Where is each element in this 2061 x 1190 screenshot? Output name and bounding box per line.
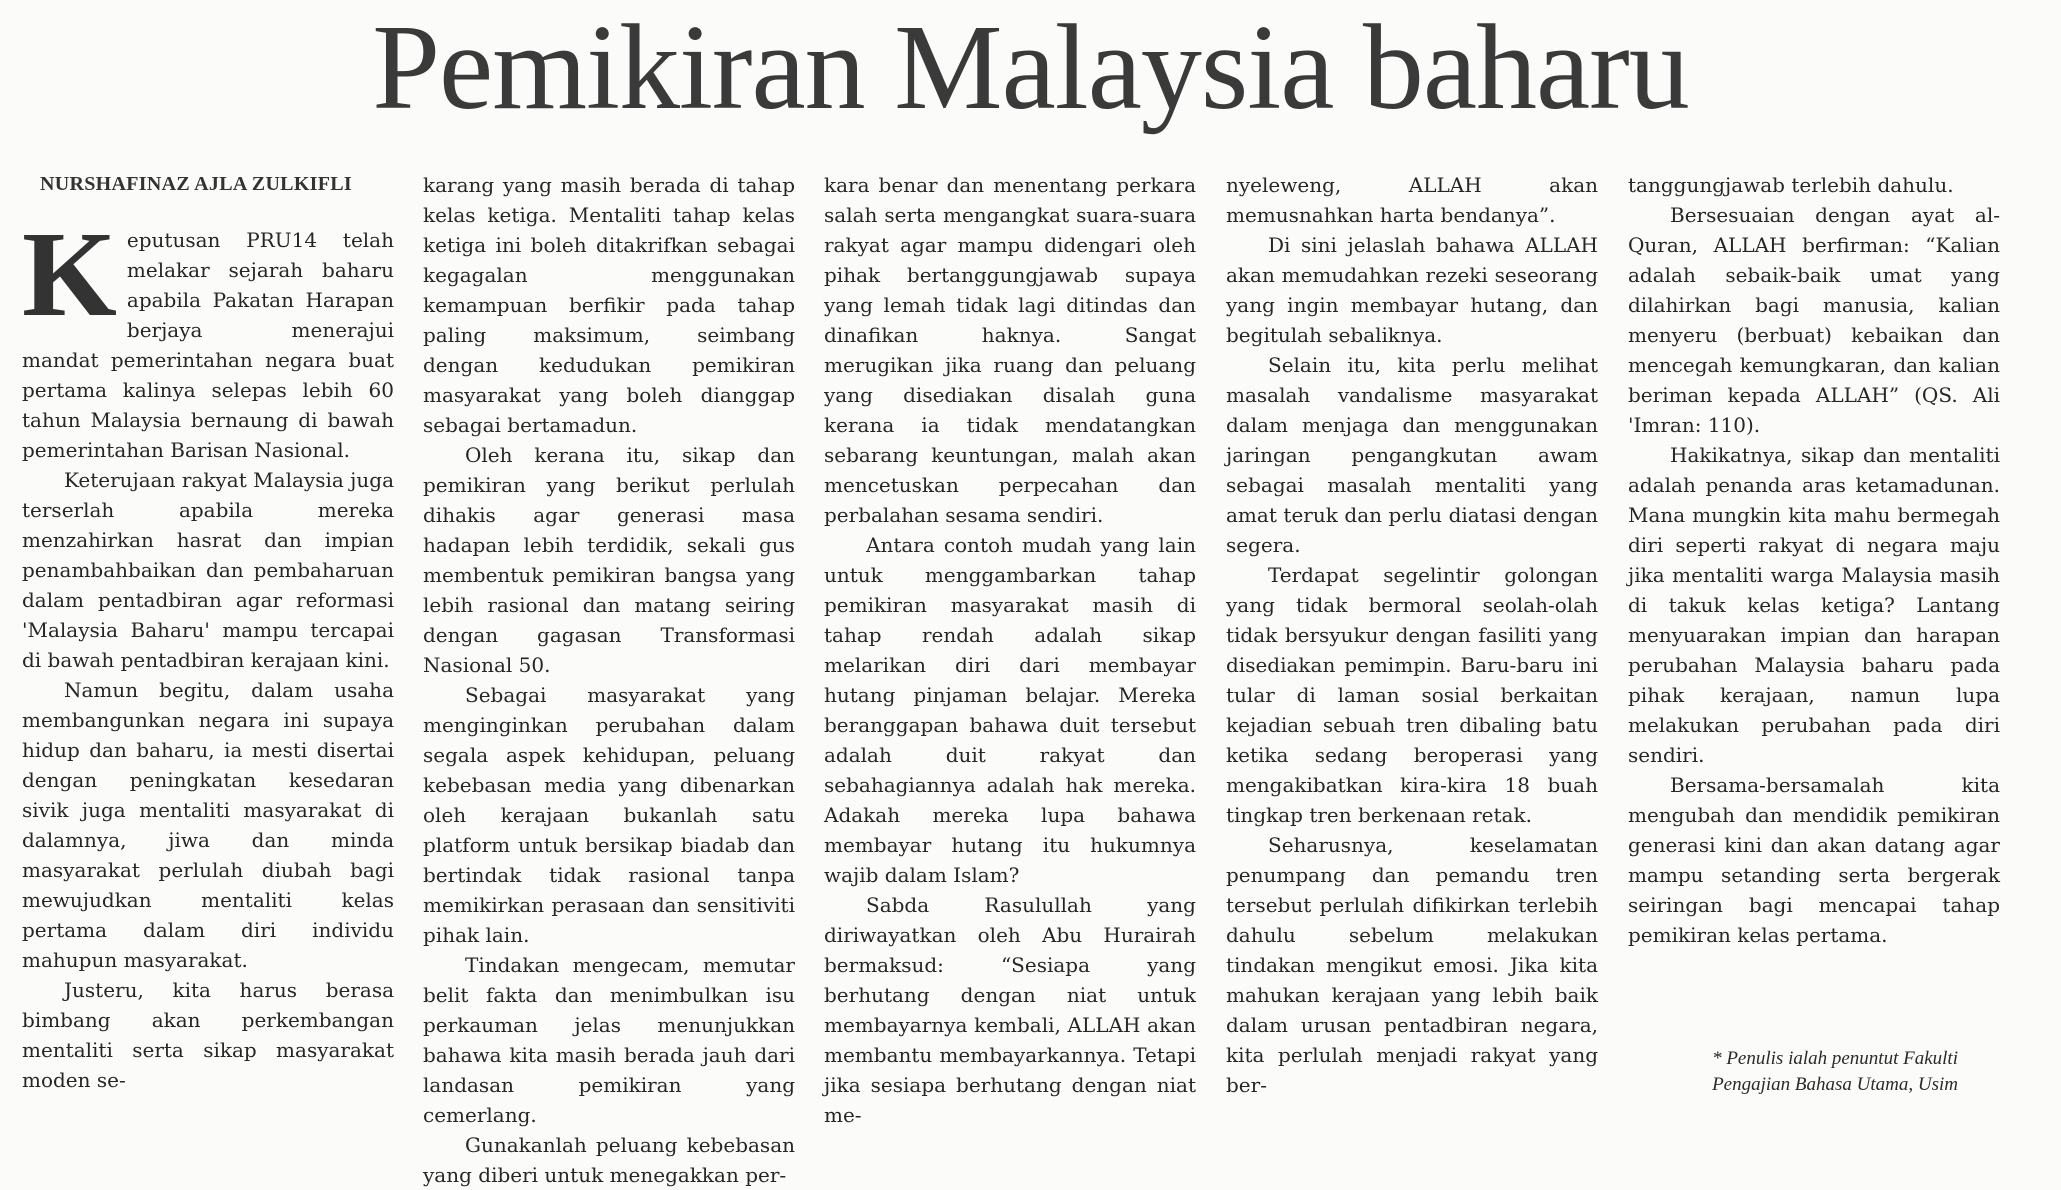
article-column-3 [824,170,1196,1127]
footnote-line: * Penulis ialah penuntut Fakulti [1712,1048,1958,1069]
drop-cap: K [22,207,117,342]
paragraph: Terdapat segelintir golongan yang tidak bermoral seolah-olah tidak bersyukur dengan fasiliti yang disediakan pemimpin. Baru-baru ini tular di laman sosial berkaitan kejadian sebuah tren dibaling batu ketika sedang beroperasi yang mengakibatkan kira-kira 18 buah tingkap tren berkenaan retak. [1226,563,1598,827]
article-column-2 [423,170,795,1187]
paragraph: Bersesuaian dengan ayat al-Quran, ALLAH berfirman: “Kalian adalah sebaik-baik umat yang dilahirkan bagi manusia, kalian menyeru (berbuat) kebaikan dan mencegah kemungkaran, dan kalian beriman kepada ALLAH” (QS. Ali 'Imran: 110). [1628,203,2000,437]
article-column-1 [22,207,394,1118]
author-byline: NURSHAFINAZ AJLA ZULKIFLI [40,173,353,195]
paragraph: Namun begitu, dalam usaha membangunkan negara ini supaya hidup dan baharu, ia mesti disertai dengan peningkatan kesedaran sivik juga mentaliti masyarakat di dalamnya, jiwa dan minda masyarakat perlulah diubah bagi mewujudkan mentaliti kelas pertama dalam diri individu mahupun masyarakat. [22,678,394,972]
paragraph: Keputusan PRU14 telah melakar sejarah baharu apabila Pakatan Harapan berjaya menerajui mandat pemerintahan negara buat pertama kalinya selepas lebih 60 tahun Malaysia bernaung di bawah pemerintahan Barisan Nasional. [22,207,394,462]
paragraph: Selain itu, kita perlu melihat masalah vandalisme masyarakat dalam menjaga dan menggunakan jaringan pengangkutan awam sebagai masalah mentaliti yang amat teruk dan perlu diatasi dengan segera. [1226,353,1598,557]
footnote-line: Pengajian Bahasa Utama, Usim [1712,1074,1958,1095]
paragraph: Hakikatnya, sikap dan mentaliti adalah penanda aras ketamadunan. Mana mungkin kita mahu bermegah diri seperti rakyat di negara maju jika mentaliti warga Malaysia masih di takuk kelas ketiga? Lantang menyuarakan impian dan harapan perubahan Malaysia baharu pada pihak kerajaan, namun lupa melakukan perubahan pada diri sendiri. [1628,443,2000,767]
paragraph: Di sini jelaslah bahawa ALLAH akan memudahkan rezeki seseorang yang ingin membayar hutang, dan begitulah sebaliknya. [1226,233,1598,347]
paragraph: Justeru, kita harus berasa bimbang akan perkembangan mentaliti serta sikap masyarakat moden se- [22,978,394,1092]
article-column-4 [1226,170,1598,1118]
paragraph: Antara contoh mudah yang lain untuk menggambarkan tahap pemikiran masyarakat masih di tahap rendah adalah sikap melarikan diri dari membayar hutang pinjaman belajar. Mereka beranggapan bahawa duit tersebut adalah duit rakyat dan sebahagiannya adalah hak mereka. Adakah mereka lupa bahawa membayar hutang itu hukumnya wajib dalam Islam? [824,533,1196,887]
paragraph: Tindakan mengecam, memutar belit fakta dan menimbulkan isu perkauman jelas menunjukkan bahawa kita masih berada jauh dari landasan pemikiran yang cemerlang. [423,953,795,1127]
paragraph: Bersama-bersamalah kita mengubah dan mendidik pemikiran generasi kini dan akan datang agar mampu setanding serta bergerak seiringan bagi mencapai tahap pemikiran kelas pertama. [1628,773,2000,947]
paragraph: karang yang masih berada di tahap kelas ketiga. Mentaliti tahap kelas ketiga ini boleh ditakrifkan sebagai kegagalan menggunakan kemampuan berfikir pada tahap paling maksimum, seimbang dengan kedudukan pemikiran masyarakat yang boleh dianggap sebagai bertamadun. [423,173,795,437]
paragraph: Oleh kerana itu, sikap dan pemikiran yang berikut perlulah dihakis agar generasi masa hadapan lebih terdidik, sekali gus membentuk pemikiran bangsa yang lebih rasional dan matang seiring dengan gagasan Transformasi Nasional 50. [423,443,795,677]
paragraph: nyeleweng, ALLAH akan memusnahkan harta bendanya”. [1226,173,1598,227]
paragraph: kara benar dan menentang perkara salah serta mengangkat suara-suara rakyat agar mampu didengari oleh pihak bertanggungjawab supaya yang lemah tidak lagi ditindas dan dinafikan haknya. Sangat merugikan jika ruang dan peluang yang disediakan disalah guna kerana ia tidak mendatangkan sebarang keuntungan, malah akan mencetuskan perpecahan dan perbalahan sesama sendiri. [824,173,1196,527]
paragraph: Seharusnya, keselamatan penumpang dan pemandu tren tersebut perlulah difikirkan terlebih dahulu sebelum melakukan tindakan mengikut emosi. Jika kita mahukan kerajaan yang lebih baik dalam urusan pentadbiran negara, kita perlulah menjadi rakyat yang ber- [1226,833,1598,1097]
article-column-5 [1628,170,2000,1118]
paragraph: Sabda Rasulullah yang diriwayatkan oleh Abu Hurairah bermaksud: “Sesiapa yang berhutang dengan niat untuk membayarnya kembali, ALLAH akan membantu membayarkannya. Tetapi jika sesiapa berhutang dengan niat me- [824,893,1196,1127]
author-footnote [1628,1046,1958,1098]
paragraph: Gunakanlah peluang kebebasan yang diberi untuk menegakkan per- [423,1133,795,1187]
paragraph: tanggungjawab terlebih dahulu. [1628,173,1954,197]
paragraph: Sebagai masyarakat yang menginginkan perubahan dalam segala aspek kehidupan, peluang kebebasan media yang dibenarkan oleh kerajaan bukanlah satu platform untuk bersikap biadab dan bertindak tidak rasional tanpa memikirkan perasaan dan sensitiviti pihak lain. [423,683,795,947]
paragraph: Keterujaan rakyat Malaysia juga terserlah apabila mereka menzahirkan hasrat dan impian penambahbaikan dan pembaharuan dalam pentadbiran agar reformasi 'Malaysia Baharu' mampu tercapai di bawah pentadbiran kerajaan kini. [22,468,394,672]
article-headline: Pemikiran Malaysia baharu [372,0,1689,135]
